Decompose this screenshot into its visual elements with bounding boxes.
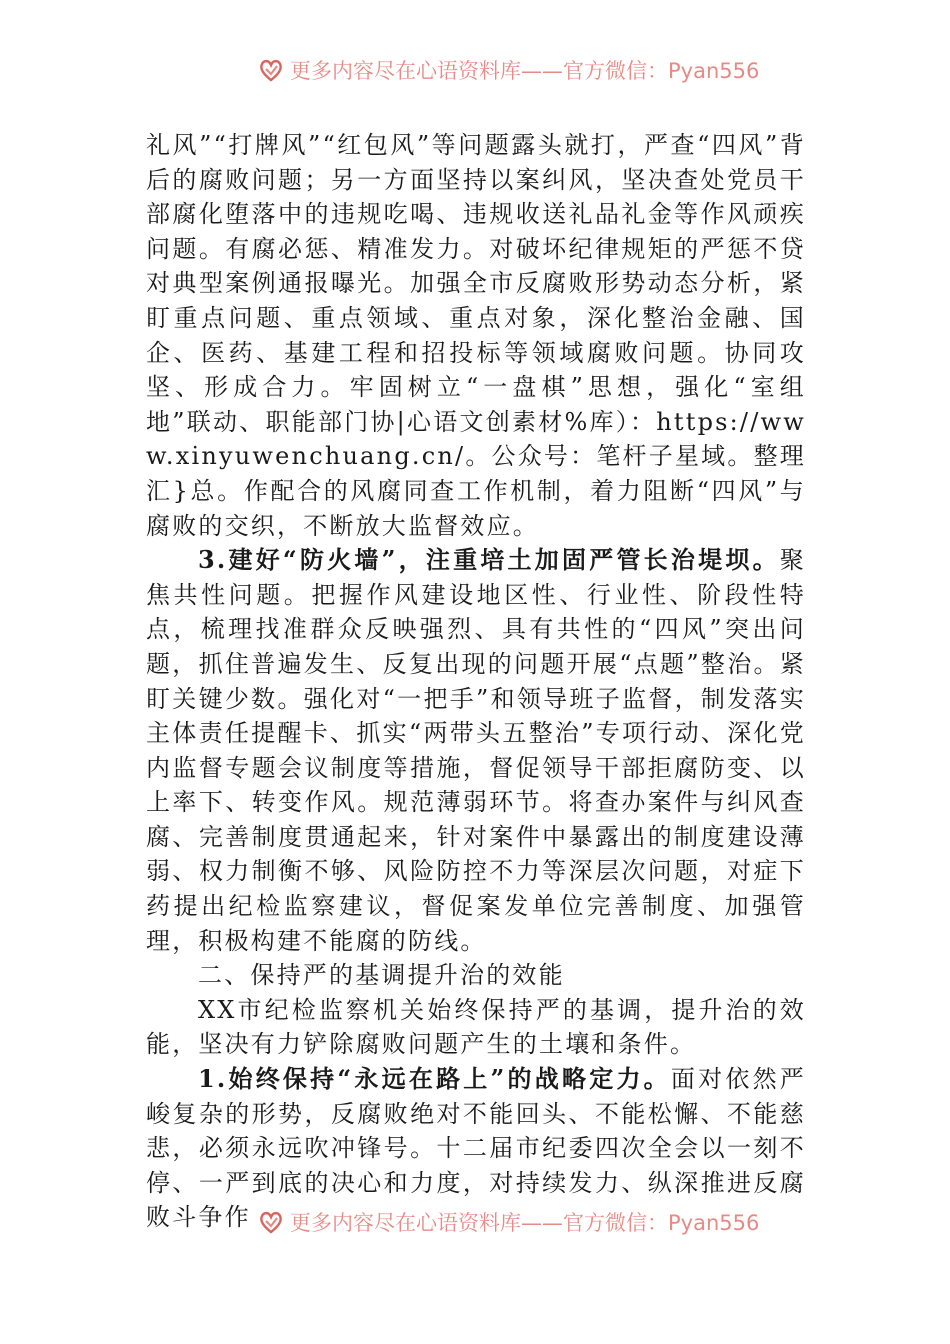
footer-watermark [0, 1207, 950, 1247]
watermark-text: 更多内容尽在心语资料库——官方微信：Pyan556 [290, 1211, 760, 1235]
paragraph: 礼风”“打牌风”“红包风”等问题露头就打，严查“四风”背后的腐败问题；另一方面坚持以案纠风，坚决查处党员干部腐化堕落中的违规吃喝、违规收送礼品礼金等作风顽疾问题。有腐必惩、精准发力。对破坏纪律规矩的严惩不贷对典型案例通报曝光。加强全市反腐败形势动态分析，紧盯重点问题、重点领域、重点对象，深化整治金融、国企、医药、基建工程和招投标等领域腐败问题。协同攻坚、形成合力。牢固树立“一盘棋”思想，强化“室组地”联动、职能部门协|心语文创素材%库）：https://www.xinyuwenchuang.cn/。公众号：笔杆子星域。整理汇}总。作配合的风腐同查工作机制，着力阻断“四风”与腐败的交织，不断放大监督效应。 [146, 131, 806, 540]
paragraph: XX市纪检监察机关始终保持严的基调，提升治的效能，坚决有力铲除腐败问题产生的土壤和条件。 [146, 995, 806, 1059]
heart-logo-icon [258, 57, 284, 83]
section-heading: 二、保持严的基调提升治的效能 [198, 961, 565, 990]
watermark-text: 更多内容尽在心语资料库——官方微信：Pyan556 [290, 59, 760, 83]
paragraph-text: 面对依然严峻复杂的形势，反腐败绝对不能回头、不能松懈、不能慈悲，必须永远吹冲锋号。十二届市纪委四次全会以一刻不停、一严到底的决心和力度，对持续发力、纵深推进反腐败斗争作 [146, 1065, 807, 1232]
paragraph-text: 聚焦共性问题。把握作风建设地区性、行业性、阶段性特点，梳理找准群众反映强烈、具有共性的“四风”突出问题，抓住普遍发生、反复出现的问题开展“点题”整治。紧盯关键少数。强化对“一把手”和领导班子监督，制发落实主体责任提醒卡、抓实“两带头五整治”专项行动、深化党内监督专题会议制度等措施，督促领导干部拒腐防变、以上率下、转变作风。规范薄弱环节。将查办案件与纠风查腐、完善制度贯通起来，针对案件中暴露出的制度建设薄弱、权力制衡不够、风险防控不力等深层次问题，对症下药提出纪检监察建议，督促案发单位完善制度、加强管理，积极构建不能腐的防线。 [146, 546, 806, 955]
subheading: 1.始终保持“永远在路上”的战略定力。 [198, 1064, 671, 1094]
header-watermark [0, 45, 950, 85]
heart-logo-icon [258, 1209, 284, 1235]
subheading: 3.建好“防火墙”，注重培土加固严管长治堤坝。 [198, 545, 780, 575]
paragraph [146, 543, 806, 958]
document-body [146, 128, 806, 1235]
